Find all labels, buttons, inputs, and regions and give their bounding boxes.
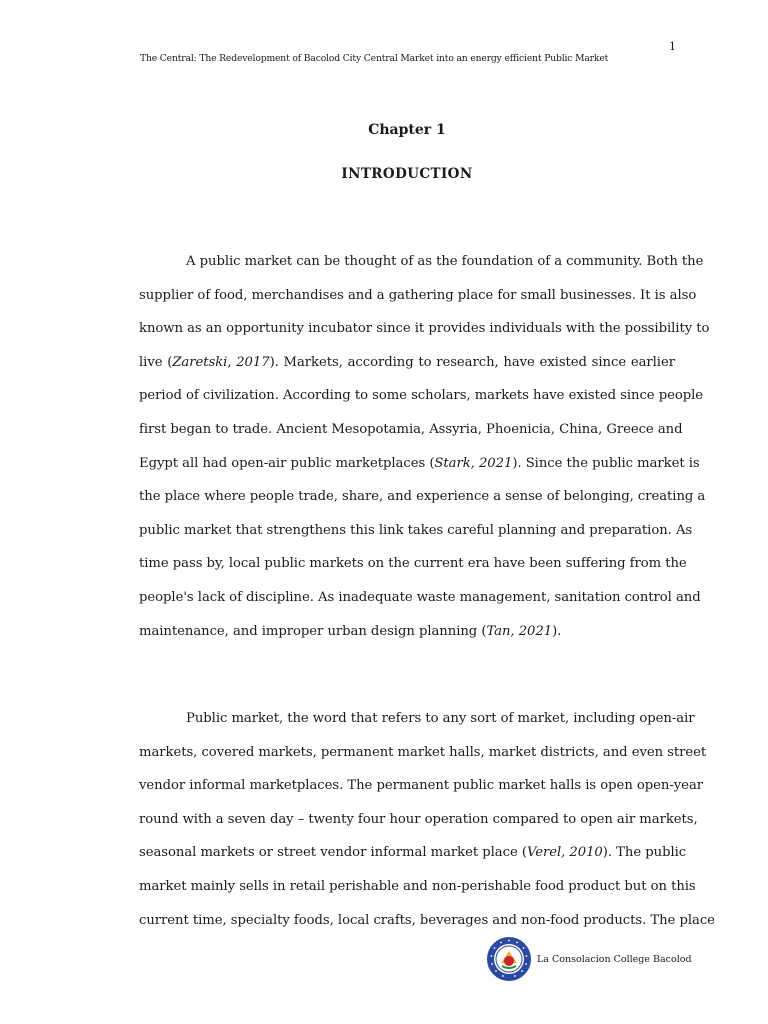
running-header: The Central: The Redevelopment of Bacolod City Central Market into an energy efficient Public Market (140, 53, 609, 64)
citation: Verel, 2010 (526, 845, 603, 861)
text-line: current time, specialty foods, local crafts, beverages and non-food products. The place (139, 912, 715, 928)
text-segment: ). The public (602, 845, 687, 861)
text-line: supplier of food, merchandises and a gathering place for small businesses. It is also (139, 287, 697, 303)
page-number: 1 (669, 40, 676, 53)
institution-name: La Consolacion College Bacolod (537, 953, 692, 965)
text-segment: Egypt all had open-air public marketplaces ( (139, 455, 435, 471)
text-line: people's lack of discipline. As inadequate waste management, sanitation control and (139, 589, 701, 605)
text-segment: ). (552, 623, 562, 639)
text-line: first began to trade. Ancient Mesopotamia, Assyria, Phoenicia, China, Greece and (139, 421, 683, 437)
text-line: round with a seven day – twenty four hour operation compared to open air markets, (139, 811, 698, 827)
text-line: public market that strengthens this link takes careful planning and preparation. As (139, 522, 693, 538)
text-line: A public market can be thought of as the foundation of a community. Both the (186, 254, 704, 269)
chapter-title: Chapter 1 (368, 122, 446, 138)
paragraph-1 (139, 245, 710, 648)
text-segment: maintenance, and improper urban design planning ( (139, 623, 487, 639)
text-line: known as an opportunity incubator since it provides individuals with the possibility to (139, 321, 710, 337)
text-line: market mainly sells in retail perishable and non-perishable food product but on this (139, 878, 696, 894)
text-line: period of civilization. According to some scholars, markets have existed since people (139, 388, 704, 404)
footer (487, 937, 692, 981)
text-segment: ). Markets, according to research, have existed since earlier (269, 354, 675, 370)
citation: Tan, 2021 (486, 623, 553, 639)
text-line (139, 447, 700, 481)
text-segment: live ( (139, 354, 173, 370)
college-seal-icon (487, 937, 531, 981)
citation: Stark, 2021 (434, 455, 513, 471)
text-segment: , (227, 354, 237, 370)
text-line (139, 615, 675, 649)
citation: Zaretski (172, 354, 228, 370)
chapter-subtitle: INTRODUCTION (341, 166, 473, 182)
text-line: time pass by, local public markets on the current era have been suffering from the (139, 556, 687, 572)
text-line: vendor informal marketplaces. The permanent public market halls is open open-year (139, 778, 704, 794)
citation: 2017 (236, 354, 270, 370)
text-line: the place where people trade, share, and experience a sense of belonging, creating a (139, 489, 706, 505)
text-line (139, 346, 675, 380)
text-segment: seasonal markets or street vendor informal market place ( (139, 845, 527, 861)
paragraph-2 (139, 702, 715, 937)
text-line (139, 836, 687, 870)
text-segment: ). Since the public market is (512, 455, 700, 471)
text-line: markets, covered markets, permanent market halls, market districts, and even street (139, 744, 707, 760)
text-line: Public market, the word that refers to any sort of market, including open-air (186, 711, 695, 726)
